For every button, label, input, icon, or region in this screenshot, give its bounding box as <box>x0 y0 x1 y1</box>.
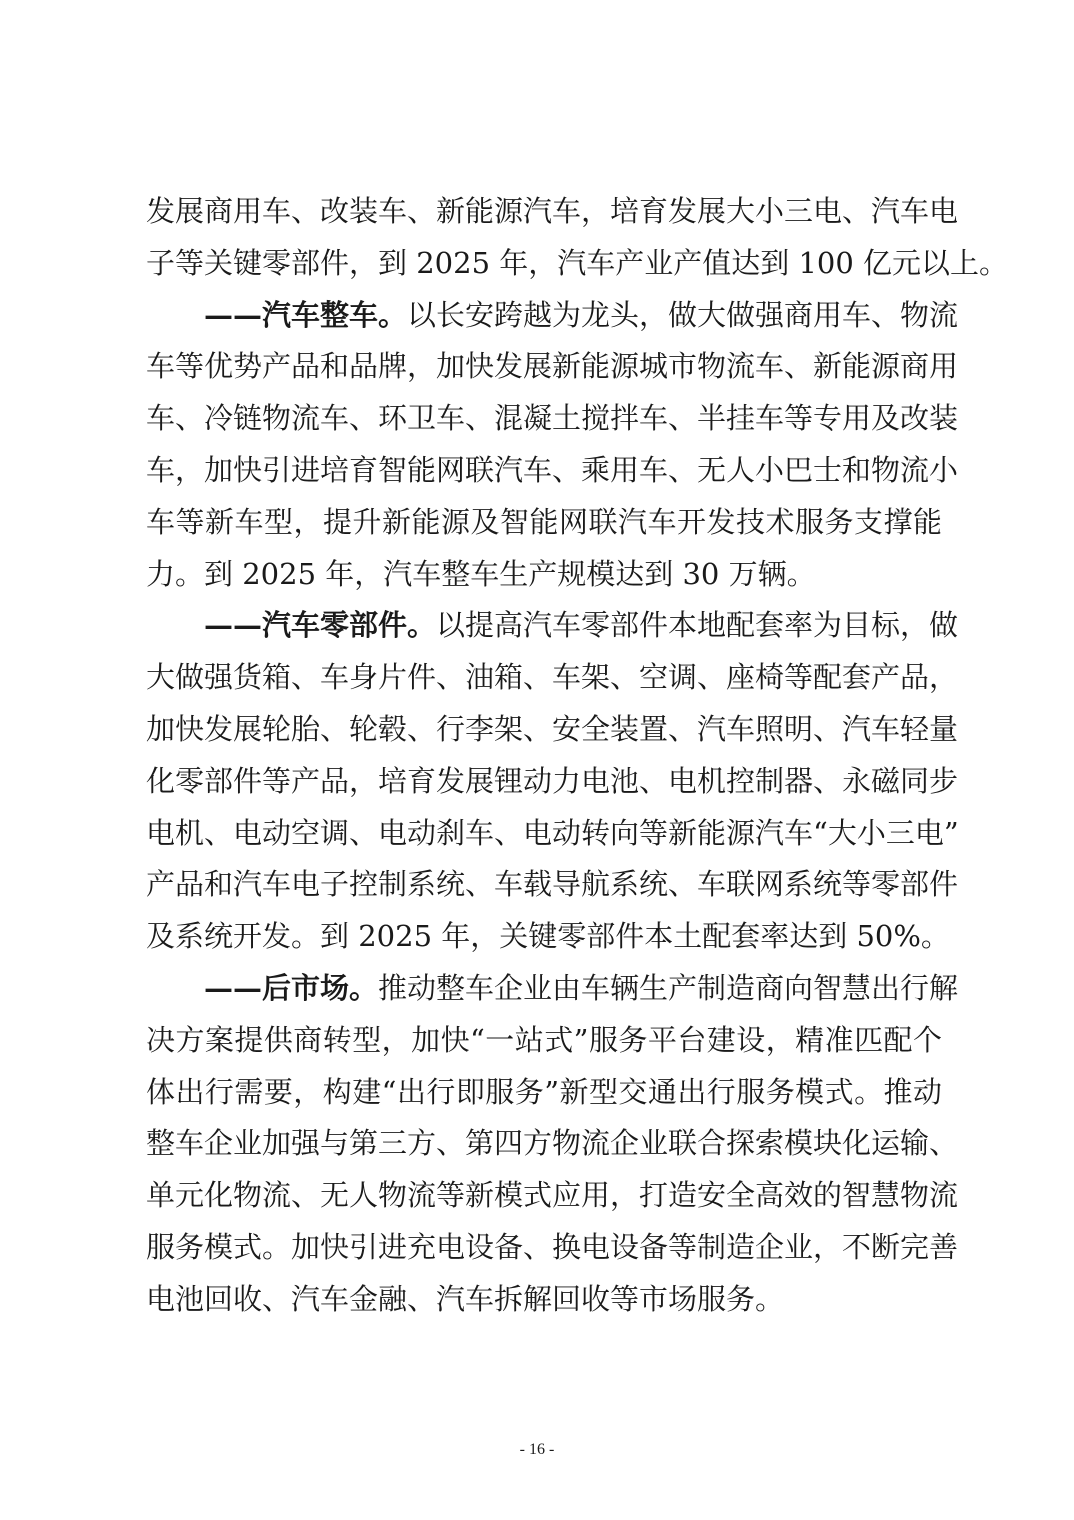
paragraph-first-line <box>146 600 959 652</box>
paragraph-text: 以提高汽车零部件本地配套率为目标，做 <box>436 608 959 643</box>
paragraph-text: 以长安跨越为龙头，做大做强商用车、物流 <box>407 297 959 332</box>
paragraph-line: 车、冷链物流车、环卫车、混凝土搅拌车、半挂车等专用及改装 <box>146 401 959 436</box>
paragraph-first-line <box>146 290 959 342</box>
paragraph-line: 决方案提供商转型，加快“一站式”服务平台建设，精准匹配个 <box>146 1022 942 1057</box>
paragraph-text: 推动整车企业由车辆生产制造商向智慧出行解 <box>378 970 959 1005</box>
section-heading: ——汽车零部件。 <box>204 608 437 643</box>
page-number: - 16 - <box>519 1441 555 1458</box>
paragraph-line: 电机、电动空调、电动刹车、电动转向等新能源汽车“大小三电” <box>146 815 959 850</box>
paragraph-line: 单元化物流、无人物流等新模式应用，打造安全高效的智慧物流 <box>146 1178 959 1213</box>
paragraph-line: 车等新车型，提升新能源及智能网联汽车开发技术服务支撑能 <box>146 504 942 539</box>
paragraph-line: 子等关键零部件，到 2025 年，汽车产业产值达到 100 亿元以上。 <box>146 245 1009 280</box>
paragraph-first-line <box>146 963 959 1015</box>
paragraph-line: 车，加快引进培育智能网联汽车、乘用车、无人小巴士和物流小 <box>146 452 959 487</box>
section-heading: ——后市场。 <box>204 970 379 1005</box>
paragraph-line: 服务模式。加快引进充电设备、换电设备等制造企业，不断完善 <box>146 1229 959 1264</box>
paragraph-line: 及系统开发。到 2025 年，关键零部件本土配套率达到 50%。 <box>146 919 950 954</box>
paragraph-line: 化零部件等产品，培育发展锂动力电池、电机控制器、永磁同步 <box>146 763 959 798</box>
paragraph-line: 产品和汽车电子控制系统、车载导航系统、车联网系统等零部件 <box>146 867 959 902</box>
paragraph-line: 力。到 2025 年，汽车整车生产规模达到 30 万辆。 <box>146 556 816 591</box>
paragraph-line: 体出行需要，构建“出行即服务”新型交通出行服务模式。推动 <box>146 1074 942 1109</box>
paragraph-line: 大做强货箱、车身片件、油箱、车架、空调、座椅等配套产品， <box>146 660 959 695</box>
paragraph-line: 车等优势产品和品牌，加快发展新能源城市物流车、新能源商用 <box>146 349 959 384</box>
body-text <box>146 186 1009 1326</box>
paragraph-line: 发展商用车、改装车、新能源汽车，培育发展大小三电、汽车电 <box>146 194 959 228</box>
paragraph-line: 整车企业加强与第三方、第四方物流企业联合探索模块化运输、 <box>146 1126 959 1161</box>
paragraph-line: 电池回收、汽车金融、汽车拆解回收等市场服务。 <box>146 1281 785 1316</box>
paragraph-line: 加快发展轮胎、轮毂、行李架、安全装置、汽车照明、汽车轻量 <box>146 711 959 746</box>
section-heading: ——汽车整车。 <box>204 297 408 332</box>
